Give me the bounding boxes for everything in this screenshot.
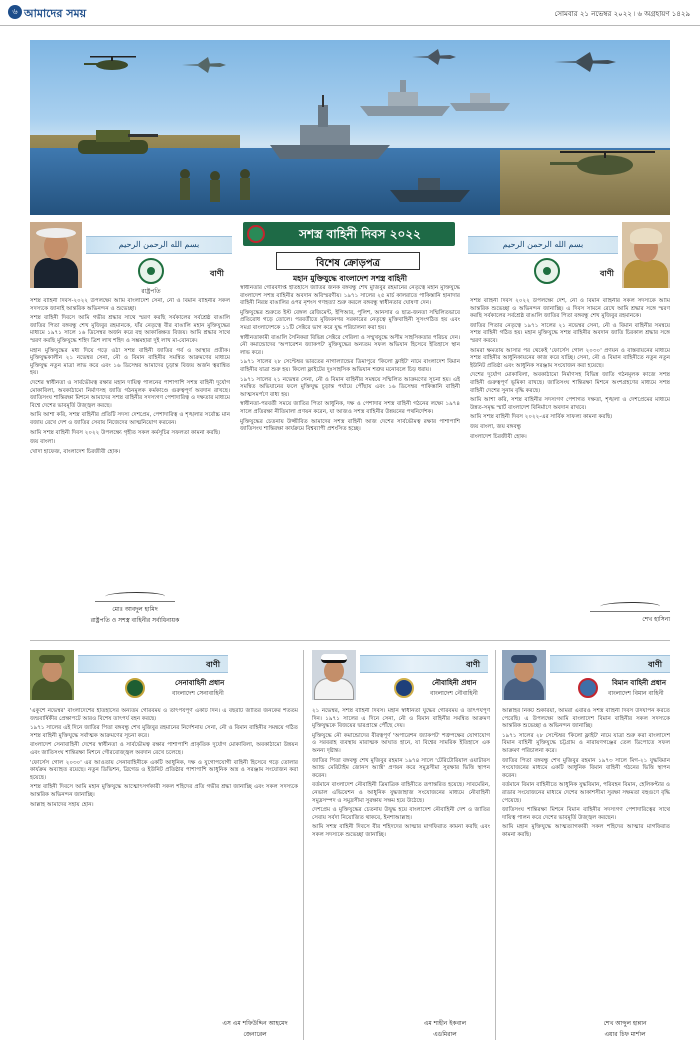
paragraph: আমি সশস্ত্র বাহিনী দিবস ২০২২ উপলক্ষ্যে গৃহীত সকল কর্মসূচির সফলতা কামনা করছি। (30, 429, 221, 436)
bismillah-text: بسم الله الرحمن الرحيم (502, 240, 584, 249)
paragraph: স্বাধীনতাকামী বাঙালি সৈনিকরা বিভিন্ন সেক্টরে গেরিলা ও সম্মুখযুদ্ধে অসীম সাহসিকতার পরিচয় দেন। নৌ কমান্ডোদের 'অপারেশন জ্যাকপট' মুক্তিযুদ্ধের অন্যতম সফল অভিযান হিসেবে ইতিহাসে স্থান লাভ করে। (240, 334, 460, 356)
paragraph: সশস্ত্র বাহিনী দিবস-২০২২ উপলক্ষ্যে আমি বাংলাদেশ সেনা, নৌ ও বিমান বাহিনীর সকল সদস্যকে জানাই আন্তরিক অভিনন্দন ও শুভেচ্ছা। (30, 298, 230, 312)
paragraph: দেশপ্রেম ও মুক্তিযুদ্ধের চেতনায় উদ্বুদ্ধ হয়ে বাংলাদেশ নৌবাহিনী দেশ ও জাতির সেবায় সর্বদা নিয়োজিত থাকবে, ইনশাআল্লাহ। (312, 807, 490, 821)
paragraph: ২১ নভেম্বর, সশস্ত্র বাহিনী দিবস। মহান স্বাধীনতা যুদ্ধের গৌরবময় ও তাৎপর্যপূর্ণ দিন। ১৯৭১ সালের এ দিনে সেনা, নৌ ও বিমান বাহিনীর সমন্বিত আক্রমণ মুক্তিযুদ্ধকে বিজয়ের দ্বারপ্রান্তে পৌঁছে দেয়। (312, 708, 490, 730)
navy-chief-rank: এডমিরাল (433, 1031, 457, 1038)
warship-icon (360, 78, 450, 118)
paragraph: মুক্তিযুদ্ধের শুরুতে ইস্ট বেঙ্গল রেজিমেন্ট, ইপিআর, পুলিশ, আনসার ও ছাত্র-জনতা সম্মিলিতভাবে প্রতিরোধ গড়ে তোলে। পরবর্তীতে মুজিবনগর সরকারের নেতৃত্বে মুক্তিবাহিনী সুসংগঠিত হয় এবং সমগ্র বাংলাদেশকে ১১টি সেক্টরে ভাগ করে যুদ্ধ পরিচালনা করা হয়। (240, 309, 460, 331)
signature-scrawl (590, 600, 670, 612)
main-title-box (243, 222, 455, 246)
navy-crest-icon (394, 678, 414, 698)
navy-header-strip (360, 655, 488, 673)
navy-chief-name: এম শাহীন ইকবাল (423, 1020, 467, 1027)
helicopter-icon (550, 135, 660, 185)
column-divider (495, 650, 496, 1040)
article-text (240, 285, 460, 630)
paragraph: আমি সশস্ত্র বাহিনী দিবসে বীর শহিদদের আত্মার মাগফিরাত কামনা করছি এবং সকল সদস্যকে শুভেচ্ছা জানাচ্ছি। (312, 824, 490, 838)
pm-portrait (622, 222, 670, 288)
president-signature (80, 590, 190, 626)
helicopter-icon (82, 52, 142, 74)
bismillah-text: بسم الله الرحمن الرحيم (118, 240, 200, 249)
paragraph: আমি মহান মুক্তিযুদ্ধে আত্মত্যাগকারী সকল শহিদের আত্মার মাগফিরাত কামনা করছি। (502, 824, 670, 838)
paragraph: সশস্ত্র বাহিনী দিবসে আমি মহান মুক্তিযুদ্ধে আত্মোৎসর্গকারী সকল শহিদের প্রতি গভীর শ্রদ্ধা জানাচ্ছি এবং সকল সদস্যকে আন্তরিক অভিনন্দন জানাচ্ছি। (30, 784, 298, 798)
paragraph: আল্লাহর নিকট শুকরিয়া, আমরা এবারও সশস্ত্র বাহিনী দিবস উদযাপন করতে পেরেছি। এ উপলক্ষ্যে আমি বাংলাদেশ বিমান বাহিনীর সকল সদস্যকে আন্তরিক শুভেচ্ছা ও অভিনন্দন জানাচ্ছি। (502, 708, 670, 730)
paragraph: ১৯৭১ সালের ২৮ সেপ্টেম্বর ভারতের নাগাল্যান্ডের ডিমাপুরে 'কিলো ফ্লাইট' নামে বাংলাদেশ বিমান বাহিনীর যাত্রা শুরু হয়। কিলো ফ্লাইটের দুঃসাহসিক অভিযান শত্রুর মনোবলে চিড় ধরায়। (240, 359, 460, 373)
issue-date: সোমবার ২১ নভেম্বর ২০২২ ৷ ৬ অগ্রহায়ণ ১৪২৯ (554, 10, 690, 18)
airforce-message-label: বাণী (648, 660, 662, 669)
soldier-icon (170, 160, 270, 210)
paragraph: বর্তমানে বিমান বাহিনীতে আধুনিক যুদ্ধবিমান, পরিবহন বিমান, হেলিকপ্টার ও রাডার সংযোজনের মাধ্যমে দেশের আকাশসীমা সুরক্ষা সক্ষমতা বহুগুণে বৃদ্ধি পেয়েছে। (502, 782, 670, 804)
pm-message-text (470, 298, 670, 593)
masthead: আমাদের সময় (24, 7, 87, 20)
paragraph: সশস্ত্র বাহিনী দিবসে আমি গভীর শ্রদ্ধার সাথে স্মরণ করছি সর্বকালের সর্বশ্রেষ্ঠ বাঙালি জাতির পিতা বঙ্গবন্ধু শেখ মুজিবুর রহমানকে, যাঁর নেতৃত্বে বীর বাঙালি মহান মুক্তিযুদ্ধের মাধ্যমে ১৯৭১ সালে ১৬ ডিসেম্বর অর্জন করে বহু আকাঙ্ক্ষিত বিজয়। আমি শ্রদ্ধার সাথে স্মরণ করছি মুক্তিযুদ্ধে শহিদ ত্রিশ লাখ শহিদ ও সম্ভ্রমহারা দুই লাখ মা-বোনকে। (30, 315, 230, 344)
army-message-label: বাণী (206, 660, 220, 669)
paragraph: আমরা ক্ষমতায় আসার পর থেকেই 'ফোর্সেস গোল ২০৩০' প্রণয়ন ও বাস্তবায়নের মাধ্যমে সশস্ত্র বাহিনীর আধুনিকায়নের কাজ করে যাচ্ছি। সেনা, নৌ ও বিমান বাহিনীতে নতুন নতুন ইউনিট প্রতিষ্ঠা এবং আধুনিক সরঞ্জাম সংযোজন করা হয়েছে। (470, 347, 670, 369)
tank-icon (70, 120, 160, 160)
paragraph: জয় বাংলা। (30, 439, 56, 446)
airforce-message-text (502, 708, 670, 1013)
army-signature (210, 1018, 300, 1040)
army-chief-subtitle: বাংলাদেশ সেনাবাহিনী (172, 690, 224, 697)
paragraph: জাতির পিতা বঙ্গবন্ধু শেখ মুজিবুর রহমান ১৯৭৪ সালে 'টেরিটোরিয়াল ওয়াটারস অ্যান্ড মেরিটাইম জোনস অ্যাক্ট' প্রণয়ন করে সমুদ্রসীমা সুরক্ষার ভিত্তি স্থাপন করেন। (312, 757, 490, 779)
navy-chief-subtitle: বাংলাদেশ নৌবাহিনী (430, 690, 478, 697)
paragraph: আল্লাহ আমাদের সহায় হোন। (30, 801, 94, 808)
airforce-chief-rank: এয়ার চিফ মার্শাল (604, 1031, 646, 1038)
section-divider (30, 640, 670, 641)
airforce-crest-icon (578, 678, 598, 698)
paragraph: আমি আশা করি, সশস্ত্র বাহিনীর সদস্যগণ পেশাগত দক্ষতা, শৃঙ্খলা ও দেশপ্রেমের মাধ্যমে উন্নত-সমৃদ্ধ স্মার্ট বাংলাদেশ বিনির্মাণে অবদান রাখবে। (470, 397, 670, 411)
emblem-icon (247, 225, 265, 243)
president-title: রাষ্ট্রপতি ও সশস্ত্র বাহিনীর সর্বাধিনায়ক (90, 617, 180, 624)
article-heading: মহান মুক্তিযুদ্ধে বাংলাদেশ সশস্ত্র বাহিনী (293, 274, 407, 283)
paragraph: আমি সশস্ত্র বাহিনী দিবস ২০২২-এর সার্বিক সাফল্য কামনা করছি। (470, 414, 613, 421)
army-crest-icon (125, 678, 145, 698)
pm-signature (580, 600, 670, 625)
army-header-strip (78, 655, 228, 673)
navy-message-text (312, 708, 490, 1013)
paragraph: জয় বাংলা, জয় বঙ্গবন্ধু (470, 423, 522, 430)
paragraph: খোদা হাফেজ, বাংলাদেশ চিরজীবী হোক। (30, 448, 121, 455)
warship-icon (450, 85, 510, 113)
army-chief-title: সেনাবাহিনী প্রধান (175, 679, 225, 687)
paragraph: জাতির পিতা বঙ্গবন্ধু শেখ মুজিবুর রহমান ১৯৭৩ সালে মিগ-২১ যুদ্ধবিমান সংযোজনের মাধ্যমে একটি আধুনিক বিমান বাহিনী গঠনের ভিত্তি স্থাপন করেন। (502, 757, 670, 779)
navy-message-label: বাণী (466, 660, 480, 669)
paragraph: জাতিসংঘ শান্তিরক্ষা মিশনে বিমান বাহিনীর সদস্যগণ পেশাদারিত্বের সাথে দায়িত্ব পালন করে দেশের ভাবমূর্তি উজ্জ্বল করছেন। (502, 807, 670, 821)
paragraph: বাংলাদেশ চিরজীবী হোক। (470, 433, 527, 440)
supplement-box (276, 252, 420, 270)
fighter-jet-icon (180, 56, 228, 74)
column-divider (303, 650, 304, 1040)
banner-collage (30, 40, 670, 215)
paragraph: দেশের দুর্যোগ মোকাবিলা, অবকাঠামো নির্মাণসহ বিভিন্ন জাতি গঠনমূলক কাজে সশস্ত্র বাহিনী গুরুত্বপূর্ণ ভূমিকা রাখছে। জাতিসংঘ শান্তিরক্ষা মিশনে অংশগ্রহণের মাধ্যমে সশস্ত্র বাহিনী দেশের সুনাম বৃদ্ধি করছে। (470, 372, 670, 394)
president-seal-caption: রাষ্ট্রপতি (141, 288, 161, 295)
army-chief-rank: জেনারেল (243, 1031, 267, 1038)
page-header (0, 0, 700, 26)
army-chief-name: এস এম শফিউদ্দিন আহমেদ (222, 1020, 288, 1027)
airforce-chief-subtitle: বাংলাদেশ বিমান বাহিনী (608, 690, 664, 697)
paragraph: মুক্তিযুদ্ধের চেতনায় উজ্জীবিত আমাদের সশস্ত্র বাহিনী আজ দেশের সার্বভৌমত্ব রক্ষার পাশাপাশি জাতিসংঘ শান্তিরক্ষা কার্যক্রমে বিশ্বব্যাপী প্রশংসিত হচ্ছে। (240, 418, 460, 433)
paragraph: ১৯৭১ সালের ২১ নভেম্বর সেনা, নৌ ও বিমান বাহিনীর সমন্বয়ে সম্মিলিত আক্রমণের সূচনা হয়। এই সমন্বিত অভিযানের ফলে মুক্তিযুদ্ধ চূড়ান্ত পর্যায়ে পৌঁছায় এবং ১৬ ডিসেম্বর পাকিস্তানি বাহিনী আত্মসমর্পণে বাধ্য হয়। (240, 376, 460, 398)
signature-scrawl (95, 590, 175, 602)
president-message-label: বাণী (210, 269, 224, 278)
airforce-chief-title: বিমান বাহিনী প্রধান (612, 679, 667, 687)
president-message-text (30, 298, 230, 583)
paragraph: ১৯৭১ সালের ২৮ সেপ্টেম্বর 'কিলো ফ্লাইট' নামে যাত্রা শুরু করা বাংলাদেশ বিমান বাহিনী মুক্তিযুদ্ধে চট্টগ্রাম ও নারায়ণগঞ্জের তেল ডিপোতে সফল আক্রমণ পরিচালনা করে। (502, 732, 670, 754)
paragraph: বর্তমানে বাংলাদেশ নৌবাহিনী ত্রিমাত্রিক বাহিনীতে রূপান্তরিত হয়েছে। সাবমেরিন, নেভাল এভিয়েশন ও আধুনিক যুদ্ধজাহাজ সংযোজনের মাধ্যমে নৌবাহিনী সমুদ্রসম্পদ ও সমুদ্রসীমা সুরক্ষায় সক্ষম হয়ে উঠেছে। (312, 782, 490, 804)
paragraph: জাতির পিতার নেতৃত্বে ১৯৭১ সালের ২১ নভেম্বর সেনা, নৌ ও বিমান বাহিনীর সমন্বয়ে সশস্ত্র বাহিনী গঠিত হয়। মহান মুক্তিযুদ্ধে সশস্ত্র বাহিনীর অবদান জাতি চিরকাল শ্রদ্ধার সঙ্গে স্মরণ করবে। (470, 322, 670, 344)
pm-bismillah-strip (468, 236, 618, 254)
airforce-chief-name: শেখ আব্দুল হান্নান (603, 1020, 647, 1027)
pm-name: শেখ হাসিনা (642, 616, 670, 623)
paragraph: 'একুশে নভেম্বর' বাংলাদেশের ইতিহাসের অন্যতম গৌরবময় ও তাৎপর্যপূর্ণ একটি দিন। এ বছরটি জাতির জনকের শততম জন্মবার্ষিকীর প্রেক্ষাপটে আরও বিশেষ তাৎপর্য বহন করছে। (30, 708, 298, 722)
paragraph: মুক্তিযুদ্ধে নৌ কমান্ডোদের বীরত্বপূর্ণ 'অপারেশন জ্যাকপট' শত্রুপক্ষের যোগাযোগ ও সরবরাহ ব্যবস্থায় মারাত্মক আঘাত হানে, যা বিশ্বের সামরিক ইতিহাসে এক অনন্য দৃষ্টান্ত। (312, 732, 490, 754)
paragraph: স্বাধীনতার গৌরবদীপ্ত ইতিহাসে জাতির জনক বঙ্গবন্ধু শেখ মুজিবুর রহমানের নেতৃত্বে মহান মুক্তিযুদ্ধে বাংলাদেশ সশস্ত্র বাহিনীর অবদান অবিস্মরণীয়। ১৯৭১ সালের ২৫ মার্চ কালরাতে পাকিস্তানি হানাদার বাহিনী নিরস্ত্র বাঙালির ওপর নৃশংস গণহত্যা শুরু করলে বঙ্গবন্ধু স্বাধীনতার ঘোষণা দেন। (240, 285, 460, 307)
airforce-header-strip (550, 655, 670, 673)
paragraph: স্বাধীনতা-পরবর্তী সময়ে জাতির পিতা আধুনিক, দক্ষ ও পেশাদার সশস্ত্র বাহিনী গঠনের লক্ষ্যে ১৯৭৪ সালে প্রতিরক্ষা নীতিমালা প্রণয়ন করেন, যা আজও সশস্ত্র বাহিনীর উন্নয়নের পথনির্দেশক। (240, 401, 460, 415)
pm-message-label: বাণী (600, 269, 614, 278)
paragraph: 'ফোর্সেস গোল ২০৩০' এর আওতায় সেনাবাহিনীকে একটি আধুনিক, দক্ষ ও যুগোপযোগী বাহিনী হিসেবে গড়ে তোলার কার্যক্রম অব্যাহত রয়েছে। নতুন ডিভিশন, ব্রিগেড ও ইউনিট প্রতিষ্ঠার পাশাপাশি আধুনিক অস্ত্র ও সরঞ্জাম সংযোজন করা হয়েছে। (30, 759, 298, 781)
boat-icon (390, 168, 470, 208)
paragraph: বাংলাদেশ সেনাবাহিনী দেশের স্বাধীনতা ও সার্বভৌমত্ব রক্ষার পাশাপাশি প্রাকৃতিক দুর্যোগ মোকাবিলা, অবকাঠামো উন্নয়ন এবং জাতিসংঘ শান্তিরক্ষা মিশনে গৌরবোজ্জ্বল অবদান রেখে চলেছে। (30, 742, 298, 756)
pm-seal-icon (534, 258, 560, 284)
navy-signature (400, 1018, 490, 1040)
fighter-jet-icon (550, 50, 620, 74)
president-portrait (30, 222, 82, 288)
paragraph: মহান মুক্তিযুদ্ধের মধ্য দিয়ে গড়ে ওঠা সশস্ত্র বাহিনী জাতির গর্ব ও আস্থার প্রতীক। মুক্তিযুদ্ধকালীন ২১ নভেম্বর সেনা, নৌ ও বিমান বাহিনীর সমন্বিত আক্রমণের মাধ্যমে মুক্তিযুদ্ধ নতুন মাত্রা লাভ করে এবং ১৬ ডিসেম্বর আমাদের চূড়ান্ত বিজয় অর্জন ত্বরান্বিত হয়। (30, 347, 230, 377)
main-title: সশস্ত্র বাহিনী দিবস ২০২২ (299, 227, 421, 241)
paragraph: দেশের স্বাধীনতা ও সার্বভৌমত্ব রক্ষার মহান দায়িত্ব পালনের পাশাপাশি সশস্ত্র বাহিনী দুর্যোগ মোকাবিলা, অবকাঠামো নির্মাণসহ জাতি গঠনমূলক কর্মকাণ্ডে গুরুত্বপূর্ণ অবদান রাখছে। জাতিসংঘ শান্তিরক্ষা মিশনে আমাদের সশস্ত্র বাহিনীর সদস্যগণ পেশাদারিত্ব ও দক্ষতার মাধ্যমে বিশ্বে দেশের ভাবমূর্তি উজ্জ্বল করছে। (30, 379, 230, 409)
fighter-jet-icon (410, 48, 458, 66)
army-chief-portrait (30, 650, 74, 700)
president-name: মোঃ আবদুল হামিদ (112, 606, 158, 613)
page-number: ৬ (8, 5, 22, 19)
paragraph: আমি আশা করি, সশস্ত্র বাহিনীর প্রতিটি সদস্য দেশপ্রেম, পেশাদারিত্ব ও শৃঙ্খলার সর্বোচ্চ মান বজায় রেখে দেশ ও জাতির সেবায় নিজেদের আত্মনিয়োগ করবেন। (30, 412, 230, 426)
paragraph: ১৯৭১ সালের এই দিনে জাতির পিতা বঙ্গবন্ধু শেখ মুজিবুর রহমানের নির্দেশনায় সেনা, নৌ ও বিমান বাহিনীর সমন্বয়ে গঠিত সশস্ত্র বাহিনী মুক্তিযুদ্ধে সর্বাত্মক আক্রমণের সূচনা করে। (30, 725, 298, 739)
president-bismillah-strip (86, 236, 232, 254)
paragraph: সশস্ত্র বাহিনী দিবস ২০২২ উপলক্ষ্যে দেশ, নৌ ও বিমান বাহিনীর সকল সদস্যকে আমি আন্তরিক শুভেচ্ছা ও অভিনন্দন জানাচ্ছি। এ দিবস সামনে রেখে আমি শ্রদ্ধার সঙ্গে স্মরণ করছি সর্বকালের সর্বশ্রেষ্ঠ বাঙালি জাতির পিতা বঙ্গবন্ধু শেখ মুজিবুর রহমানকে। (470, 298, 670, 320)
navy-chief-title: নৌবাহিনী প্রধান (432, 679, 477, 687)
airforce-signature (580, 1018, 670, 1040)
supplement-title: বিশেষ ক্রোড়পত্র (316, 258, 380, 269)
navy-chief-portrait (312, 650, 356, 700)
airforce-chief-portrait (502, 650, 546, 700)
president-seal-icon (138, 258, 164, 284)
army-message-text (30, 708, 298, 1013)
